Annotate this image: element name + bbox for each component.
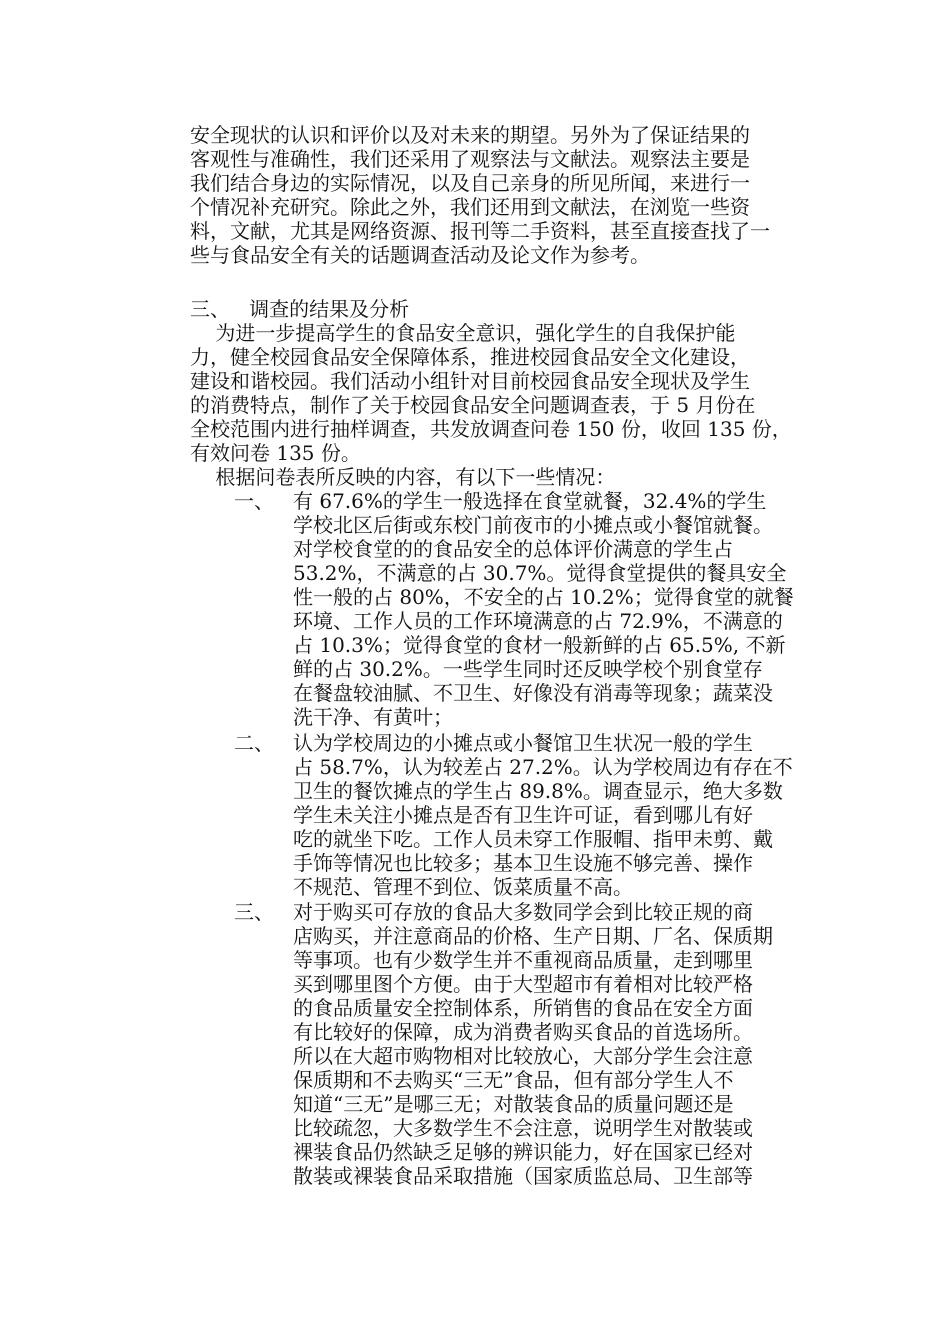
section-line: 力，健全校园食品安全保障体系，推进校园食品安全文化建设， (190, 345, 750, 369)
section-line: 建设和谐校园。我们活动小组针对目前校园食品安全现状及学生 (190, 369, 750, 393)
list-item-line: 环境、工作人员的工作环境满意的占 72.9%，不满意的 (293, 609, 783, 633)
list-item-line: 有比较好的保障，成为消费者购买食品的首选场所。 (293, 1020, 753, 1044)
list-item-line: 知道“三无”是哪三无；对散装食品的质量问题还是 (293, 1092, 734, 1116)
list-item-line: 买到哪里图个方便。由于大型超市有着相对比较严格 (293, 972, 753, 996)
section-heading: 三、 调查的结果及分析 (190, 297, 410, 321)
list-item-line: 认为学校周边的小摊点或小餐馆卫生状况一般的学生 (293, 731, 753, 755)
list-item-line: 手饰等情况也比较多；基本卫生设施不够完善、操作 (293, 851, 753, 875)
intro-line: 料，文献，尤其是网络资源、报刊等二手资料，甚至直接查找了一 (190, 219, 770, 243)
list-item-line: 洗干净、有黄叶； (293, 705, 453, 729)
list-item-line: 学校北区后街或东校门前夜市的小摊点或小餐馆就餐。 (293, 513, 773, 537)
list-item-line: 保质期和不去购买“三无”食品，但有部分学生人不 (293, 1068, 734, 1092)
intro-line: 安全现状的认识和评价以及对未来的期望。另外为了保证结果的 (190, 123, 750, 147)
list-item-line: 占 10.3%；觉得食堂的食材一般新鲜的占 65.5%, 不新 (293, 633, 786, 657)
list-item-line: 吃的就坐下吃。工作人员未穿工作服帽、指甲未剪、戴 (293, 827, 773, 851)
intro-line: 个情况补充研究。除此之外，我们还用到文献法，在浏览一些资 (190, 195, 750, 219)
intro-line: 些与食品安全有关的话题调查活动及论文作为参考。 (190, 243, 650, 267)
list-item-line: 比较疏忽，大多数学生不会注意，说明学生对散装或 (293, 1116, 753, 1140)
list-item-line: 鲜的占 30.2%。一些学生同时还反映学校个别食堂存 (293, 657, 763, 681)
list-item-line: 卫生的餐饮摊点的学生占 89.8%。调查显示，绝大多数 (293, 779, 783, 803)
list-item-line: 等事项。也有少数学生并不重视商品质量，走到哪里 (293, 948, 753, 972)
list-item-line: 所以在大超市购物相对比较放心，大部分学生会注意 (293, 1044, 753, 1068)
section-line: 根据问卷表所反映的内容，有以下一些情况： (190, 465, 616, 489)
intro-line: 我们结合身边的实际情况，以及自己亲身的所见所闻，来进行一 (190, 171, 750, 195)
list-item-line: 学生未关注小摊点是否有卫生许可证，看到哪儿有好 (293, 803, 753, 827)
list-item-line: 性一般的占 80%，不安全的占 10.2%；觉得食堂的就餐 (293, 585, 794, 609)
section-line: 的消费特点，制作了关于校园食品安全问题调查表，于 5 月份在 (190, 393, 756, 417)
list-number: 一、 (234, 489, 274, 513)
list-item-line: 裸装食品仍然缺乏足够的辨识能力，好在国家已经对 (293, 1140, 753, 1164)
section-line: 有效问卷 135 份。 (190, 441, 361, 465)
list-item-line: 店购买，并注意商品的价格、生产日期、厂名、保质期 (293, 924, 773, 948)
list-item-line: 不规范、管理不到位、饭菜质量不高。 (293, 875, 633, 899)
list-number: 三、 (234, 900, 274, 924)
list-item-line: 的食品质量安全控制体系，所销售的食品在安全方面 (293, 996, 753, 1020)
intro-line: 客观性与准确性，我们还采用了观察法与文献法。观察法主要是 (190, 147, 750, 171)
list-item-line: 占 58.7%，认为较差占 27.2%。认为学校周边有存在不 (293, 755, 793, 779)
list-item-line: 对于购买可存放的食品大多数同学会到比较正规的商 (293, 900, 753, 924)
list-item-line: 有 67.6%的学生一般选择在食堂就餐，32.4%的学生 (293, 489, 767, 513)
list-number: 二、 (234, 731, 274, 755)
list-item-line: 53.2%，不满意的占 30.7%。觉得食堂提供的餐具安全 (293, 561, 787, 585)
list-item-line: 在餐盘较油腻、不卫生、好像没有消毒等现象；蔬菜没 (293, 681, 773, 705)
list-item-line: 对学校食堂的的食品安全的总体评价满意的学生占 (293, 537, 733, 561)
section-line: 为进一步提高学生的食品安全意识，强化学生的自我保护能 (190, 321, 736, 345)
list-item-line: 散装或裸装食品采取措施（国家质监总局、卫生部等 (293, 1164, 753, 1188)
section-line: 全校范围内进行抽样调查，共发放调查问卷 150 份，收回 135 份， (190, 417, 792, 441)
